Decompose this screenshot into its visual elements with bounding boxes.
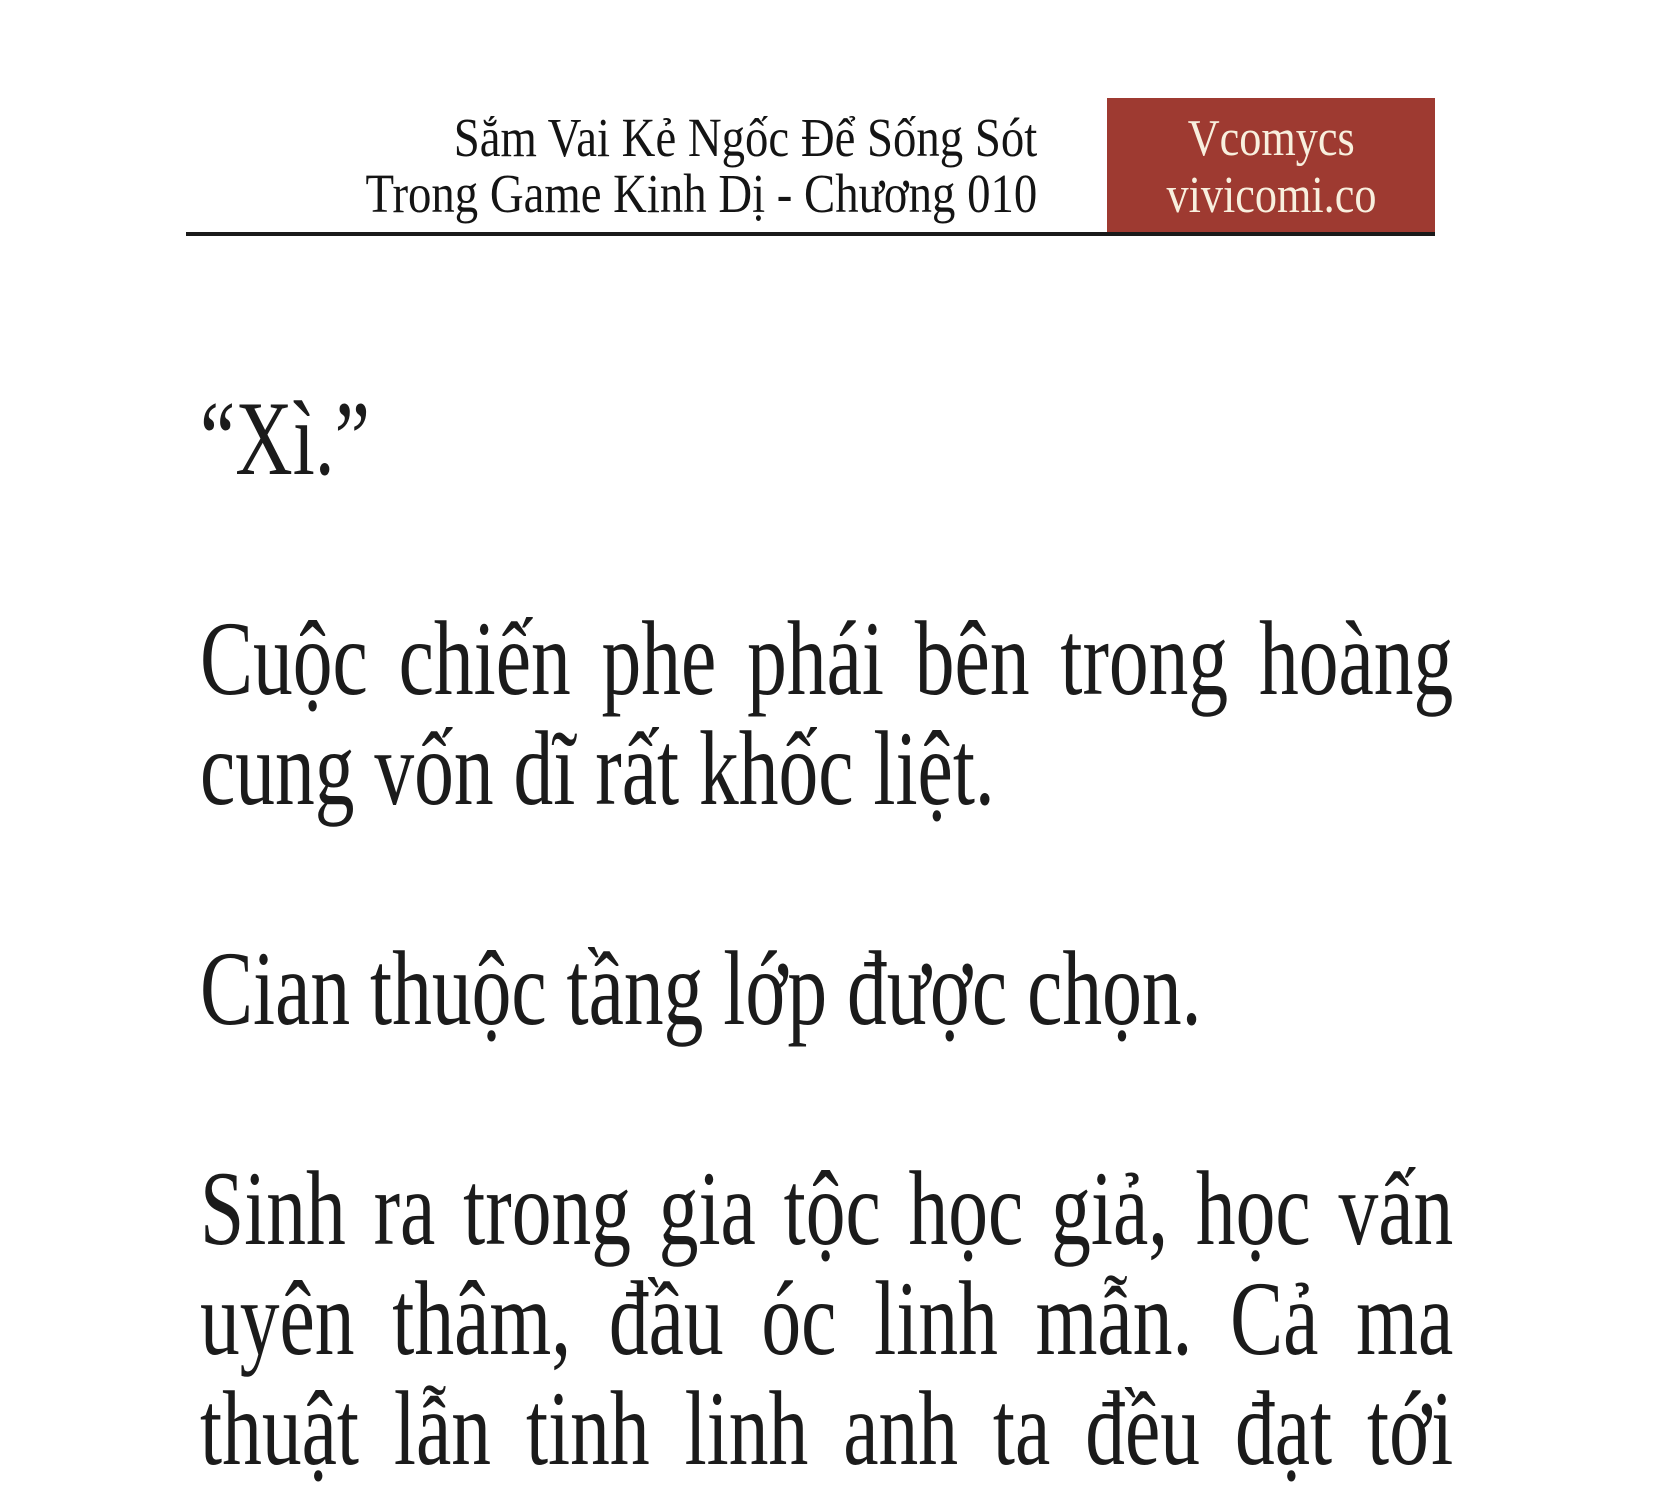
brand-domain: vivicomi.co	[1166, 166, 1376, 224]
paragraph	[200, 1150, 1454, 1487]
text-line: “Xì.”	[200, 380, 370, 497]
text-line: Cian thuộc tầng lớp được chọn.	[200, 930, 1202, 1047]
series-title: Sắm Vai Kẻ Ngốc Để Sống Sót	[453, 107, 1037, 168]
chapter-number: Trong Game Kinh Dị - Chương 010	[365, 163, 1037, 224]
chapter-text	[200, 380, 1454, 1500]
paragraph	[200, 380, 1453, 497]
brand-watermark	[1107, 98, 1435, 235]
brand-name: Vcomycs	[1187, 109, 1355, 167]
chapter-title	[365, 107, 1037, 224]
text-line: Cuộc chiến phe phái bên trong hoàng	[200, 600, 1454, 717]
paragraph	[200, 600, 1454, 827]
text-line: uyên thâm, đầu óc linh mẫn. Cả ma	[200, 1260, 1454, 1377]
header-divider	[186, 232, 1435, 236]
text-line: Sinh ra trong gia tộc học giả, học vấn	[200, 1150, 1454, 1267]
paragraph	[200, 930, 1453, 1047]
text-line: cung vốn dĩ rất khốc liệt.	[200, 710, 995, 827]
text-line: thuật lẫn tinh linh anh ta đều đạt tới	[200, 1370, 1454, 1487]
